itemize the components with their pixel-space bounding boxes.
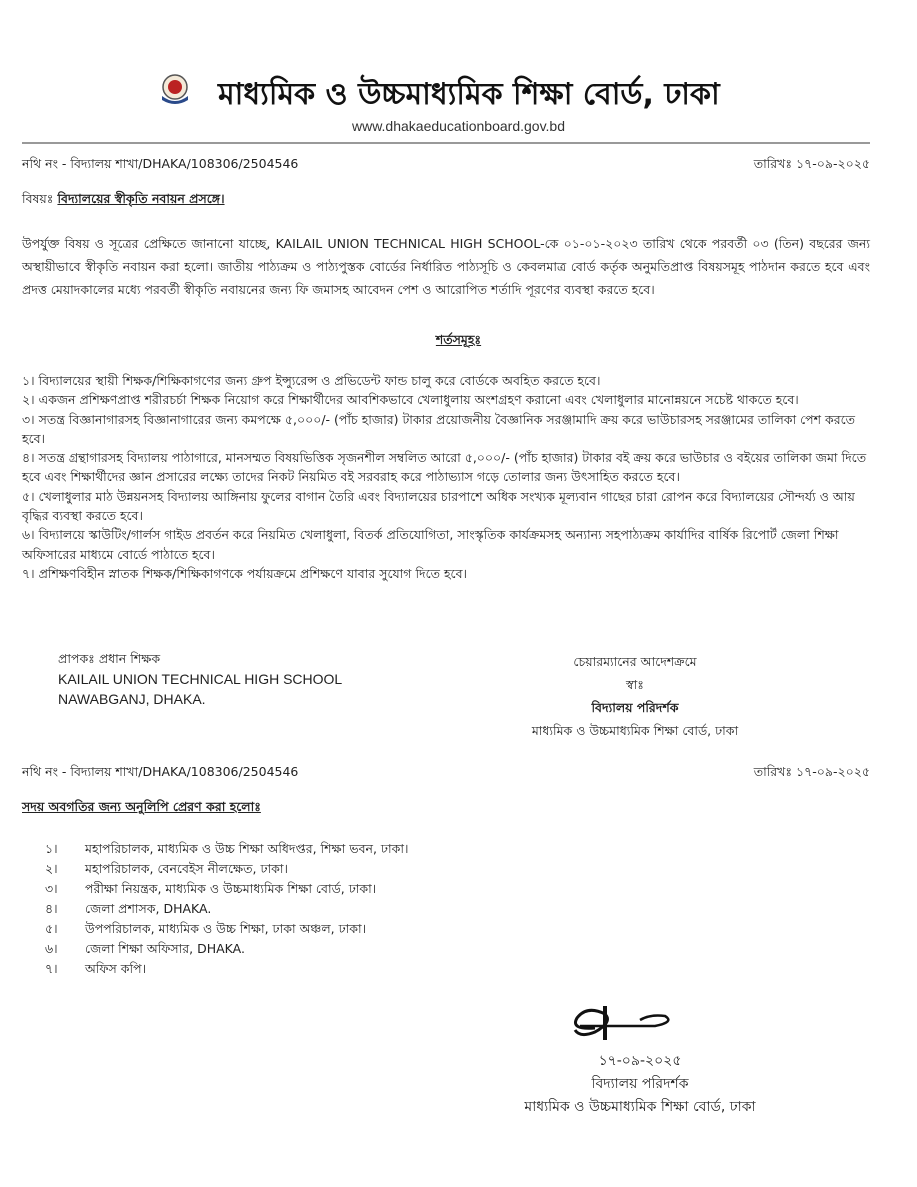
recipient-block: [58, 649, 342, 709]
copy-text: মহাপরিচালক, মাধ্যমিক ও উচ্চ শিক্ষা অধিদপ্তর, শিক্ষা ভবন, ঢাকা।: [85, 841, 409, 856]
conditions-heading: শর্তসমূহঃ: [435, 332, 482, 347]
copy-num: ২।: [45, 861, 58, 876]
copy-item: [45, 899, 408, 919]
conditions-list: [22, 371, 870, 583]
recipient-label: প্রাপকঃ প্রধান শিক্ষক: [58, 651, 161, 666]
memo-date: তারিখঃ ১৭-০৯-২০২৫: [753, 156, 870, 171]
subject-text: বিদ্যালয়ের স্বীকৃতি নবায়ন প্রসঙ্গে।: [57, 191, 225, 206]
signature-date: ১৭-০৯-২০২৫: [598, 1053, 682, 1069]
condition-item: ৪। সতন্ত্র গ্রন্থাগারসহ বিদ্যালয় পাঠাগারে, মানসম্মত বিষয়ভিত্তিক সৃজনশীল সম্বলিত আরো ৫,০০০/- (পাঁচ হাজার) টাকার বই ক্রয় করে ভাউচার ও বইয়ের তালিকা জমা দিতে হবে এবং শিক্ষার্থীদের জ্ঞান প্রসারের লক্ষ্যে তাদের নিকট নিয়মিত বই সরবরাহ করে পাঠাভ্যাস গড়ে তোলার জন্য উৎসাহিত করতে হবে।: [22, 450, 867, 485]
subject-line: [22, 191, 225, 211]
copy-item: [45, 919, 408, 939]
authority-office: মাধ্যমিক ও উচ্চমাধ্যমিক শিক্ষা বোর্ড, ঢাকা: [531, 723, 739, 738]
memo-number: নথি নং - বিদ্যালয় শাখা/DHAKA/108306/2504546: [22, 156, 299, 171]
copy-text: অফিস কপি।: [85, 961, 147, 976]
copy-num: ৬।: [45, 941, 58, 956]
copy-text: মহাপরিচালক, বেনবেইস নীলক্ষেত, ঢাকা।: [85, 861, 289, 876]
order-line: চেয়ারম্যানের আদেশক্রমে: [573, 654, 697, 669]
signed-mark: স্বাঃ: [626, 677, 644, 692]
handwritten-signature: [565, 1000, 705, 1048]
body-paragraph: উপর্যুক্ত বিষয় ও সূত্রের প্রেক্ষিতে জানানো যাচ্ছে, KAILAIL UNION TECHNICAL HIGH SCHOOL-কে ০১-০১-২০২৩ তারিখ থেকে পরবর্তী ০৩ (তিন) বছরের জন্য অস্থায়ীভাবে স্বীকৃতি নবায়ন করা হলো। জাতীয় পাঠ্যক্রম ও পাঠ্যপুস্তক বোর্ডের নির্ধারিত পাঠ্যসূচি ও কেবলমাত্র বোর্ড কর্তৃক অনুমতিপ্রাপ্ত বিষয়সমূহ পাঠদান করতে হবে এবং প্রদত্ত মেয়াদকালের মধ্যে পরবর্তী স্বীকৃতি নবায়নের জন্য ফি জমাসহ আবেদন পেশ ও আরোপিত শর্তাদি পূরণের ব্যবস্থা করতে হবে।: [22, 236, 870, 297]
copy-text: উপপরিচালক, মাধ্যমিক ও উচ্চ শিক্ষা, ঢাকা অঞ্চল, ঢাকা।: [85, 921, 367, 936]
copy-item: [45, 839, 408, 859]
copy-item: [45, 939, 408, 959]
header-divider: [22, 142, 870, 144]
signature-office: মাধ্যমিক ও উচ্চমাধ্যমিক শিক্ষা বোর্ড, ঢাকা: [524, 1099, 756, 1115]
copy-memo-date: তারিখঃ ১৭-০৯-২০২৫: [753, 764, 870, 779]
copy-heading: সদয় অবগতির জন্য অনুলিপি প্রেরণ করা হলোঃ: [22, 799, 261, 814]
condition-item: ৩। সতন্ত্র বিজ্ঞানাগারসহ বিজ্ঞানাগারের জন্য কমপক্ষে ৫,০০০/- (পাঁচ হাজার) টাকার প্রয়োজনীয় বৈজ্ঞানিক সরঞ্জামাদি ক্রয় করে ভাউচারসহ সরঞ্জামের তালিকা পেশ করতে হবে।: [22, 411, 856, 446]
authority-block: [490, 650, 780, 742]
signature-block: [470, 1050, 810, 1119]
subject-label: বিষয়ঃ: [22, 191, 58, 206]
recipient-school: KAILAIL UNION TECHNICAL HIGH SCHOOL: [58, 671, 343, 687]
website-link[interactable]: www.dhakaeducationboard.gov.bd: [351, 118, 565, 134]
copy-memo-number: নথি নং - বিদ্যালয় শাখা/DHAKA/108306/2504546: [22, 764, 299, 779]
condition-item: ১। বিদ্যালয়ের স্থায়ী শিক্ষক/শিক্ষিকাগণের জন্য গ্রুপ ইন্স্যুরেন্স ও প্রভিডেন্ট ফান্ড চালু করে বোর্ডকে অবহিত করতে হবে।: [22, 373, 601, 388]
copy-num: ১।: [45, 841, 58, 856]
copy-num: ৭।: [45, 961, 58, 976]
board-logo: [158, 72, 192, 106]
org-name: মাধ্যমিক ও উচ্চমাধ্যমিক শিক্ষা বোর্ড, ঢাকা: [218, 77, 720, 112]
condition-item: ৬। বিদ্যালয়ে স্কাউটিং/গার্লস গাইড প্রবর্তন করে নিয়মিত খেলাধুলা, বিতর্ক প্রতিযোগিতা, সাংস্কৃতিক কার্যক্রমসহ অন্যান্য সহপাঠ্যক্রম কার্যাদির বার্ষিক রিপোর্ট জেলা শিক্ষা অফিসারের মাধ্যমে বোর্ডে পাঠাতে হবে।: [22, 527, 839, 562]
copy-num: ৪।: [45, 901, 58, 916]
signature-designation: বিদ্যালয় পরিদর্শক: [591, 1076, 689, 1092]
copy-num: ৩।: [45, 881, 58, 896]
authority-designation: বিদ্যালয় পরিদর্শক: [591, 700, 679, 715]
copy-num: ৫।: [45, 921, 58, 936]
copy-text: জেলা শিক্ষা অফিসার, DHAKA.: [85, 941, 245, 956]
copy-item: [45, 859, 408, 879]
condition-item: ৭। প্রশিক্ষণবিহীন স্নাতক শিক্ষক/শিক্ষিকাগণকে পর্যায়ক্রমে প্রশিক্ষণে যাবার সুযোগ দিতে হবে।: [22, 565, 468, 581]
copy-text: জেলা প্রশাসক, DHAKA.: [85, 901, 212, 916]
condition-item: ২। একজন প্রশিক্ষণপ্রাপ্ত শরীরচর্চা শিক্ষক নিয়োগ করে শিক্ষার্থীদের আবশিকভাবে খেলাধুলায় অংশগ্রহণ করানো এবং খেলাধুলার মানোন্নয়নে সচেষ্ট থাকতে হবে।: [22, 392, 799, 408]
copy-text: পরীক্ষা নিয়ন্ত্রক, মাধ্যমিক ও উচ্চমাধ্যমিক শিক্ষা বোর্ড, ঢাকা।: [85, 881, 377, 896]
copy-list: [45, 839, 408, 979]
copy-item: [45, 879, 408, 899]
condition-item: ৫। খেলাধুলার মাঠ উন্নয়নসহ বিদ্যালয় আঙ্গিনায় ফুলের বাগান তৈরি এবং বিদ্যালয়ের চারপাশে অধিক সংখ্যক মূল্যবান গাছের চারা রোপন করে বিদ্যালয়ের সৌন্দর্য্য ও আয় বৃদ্ধির ব্যবস্থা করতে হবে।: [22, 488, 855, 524]
copy-item: [45, 959, 408, 979]
recipient-address: NAWABGANJ, DHAKA.: [58, 691, 206, 707]
